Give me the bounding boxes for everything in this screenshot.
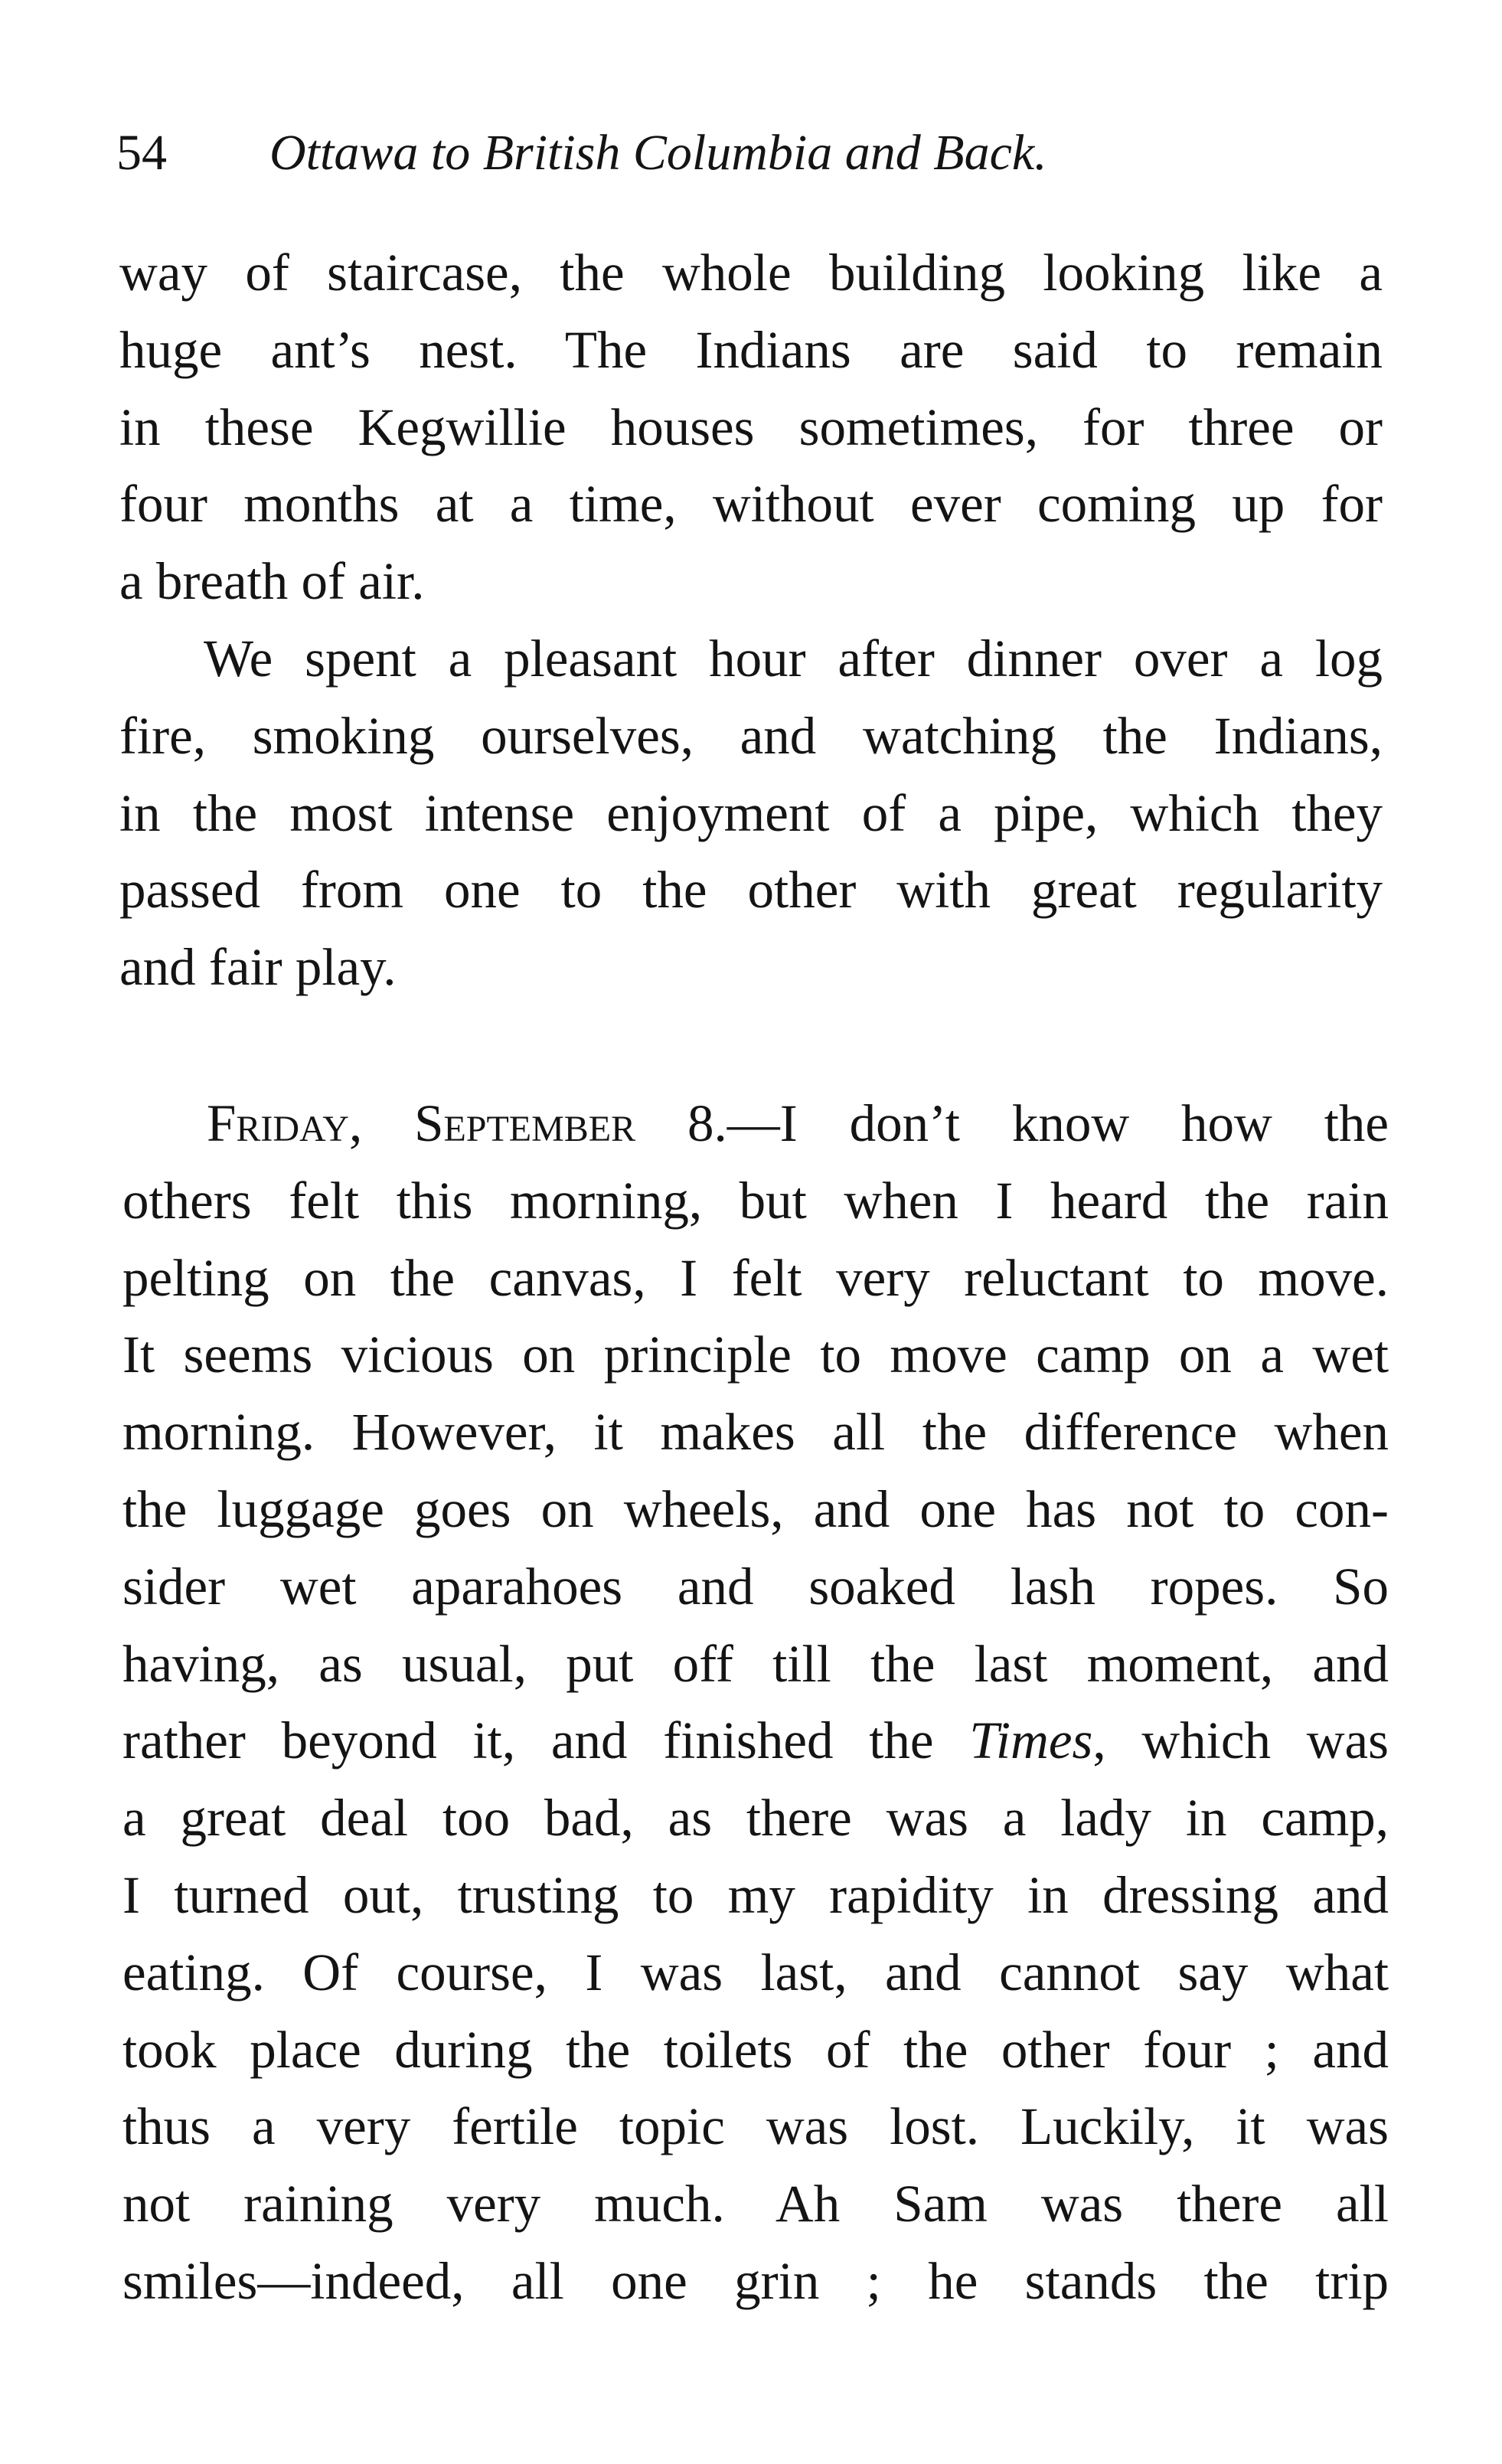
text-line: passed from one to the other with great regularity — [119, 861, 1383, 920]
text-line: having, as usual, put off till the last moment, and — [122, 1634, 1389, 1693]
text-line: in the most intense enjoyment of a pipe, which they — [119, 783, 1383, 842]
text-line: not raining very much. Ah Sam was there all — [122, 2175, 1389, 2234]
date-heading: Friday, September 8. — [207, 1094, 727, 1152]
text-line: sider wet aparahoes and soaked lash ropes. So — [122, 1557, 1389, 1616]
text-line: morning. However, it makes all the difference when — [122, 1403, 1389, 1462]
text-line: in these Kegwillie houses sometimes, for three or — [119, 397, 1383, 456]
text-line — [122, 1085, 1389, 1162]
text-line: fire, smoking ourselves, and watching the Indians, — [119, 706, 1383, 765]
text-line: eating. Of course, I was last, and cannot say what — [122, 1943, 1389, 2002]
page-header — [116, 115, 1380, 191]
text-line: a breath of air. — [119, 552, 425, 611]
paragraph — [122, 1085, 1389, 2320]
text-line: huge ant’s nest. The Indians are said to remain — [119, 320, 1383, 379]
text-line: took place during the toilets of the other four ; and — [122, 2020, 1389, 2079]
page-number: 54 — [116, 125, 167, 181]
text-line: way of staircase, the whole building looking like a — [119, 243, 1383, 302]
text-run: , which was — [1092, 1711, 1389, 1770]
text-line: a great deal too bad, as there was a lady in camp, — [122, 1789, 1389, 1848]
running-title: Ottawa to British Columbia and Back. — [269, 125, 1047, 181]
text-line: pelting on the canvas, I felt very reluctant to move. — [122, 1248, 1389, 1307]
text-line: It seems vicious on principle to move camp on a wet — [122, 1325, 1389, 1384]
text-line — [122, 1702, 1389, 1779]
text-run: —I don’t know how the — [727, 1094, 1389, 1152]
paragraph — [119, 620, 1383, 1006]
text-run: rather beyond it, and finished the — [122, 1711, 970, 1770]
text-line: the luggage goes on wheels, and one has not to con- — [122, 1479, 1389, 1538]
text-line: and fair play. — [119, 938, 397, 997]
text-line: four months at a time, without ever coming up for — [119, 475, 1383, 534]
text-line: We spent a pleasant hour after dinner over a log — [204, 629, 1383, 688]
text-line: I turned out, trusting to my rapidity in dressing and — [122, 1865, 1389, 1924]
paragraph — [119, 234, 1383, 620]
text-line: others felt this morning, but when I heard the rain — [122, 1171, 1389, 1230]
text-line: smiles—indeed, all one grin ; he stands the trip — [122, 2251, 1389, 2310]
text-line: thus a very fertile topic was lost. Luckily, it was — [122, 2097, 1389, 2156]
newspaper-title: Times — [969, 1711, 1093, 1770]
